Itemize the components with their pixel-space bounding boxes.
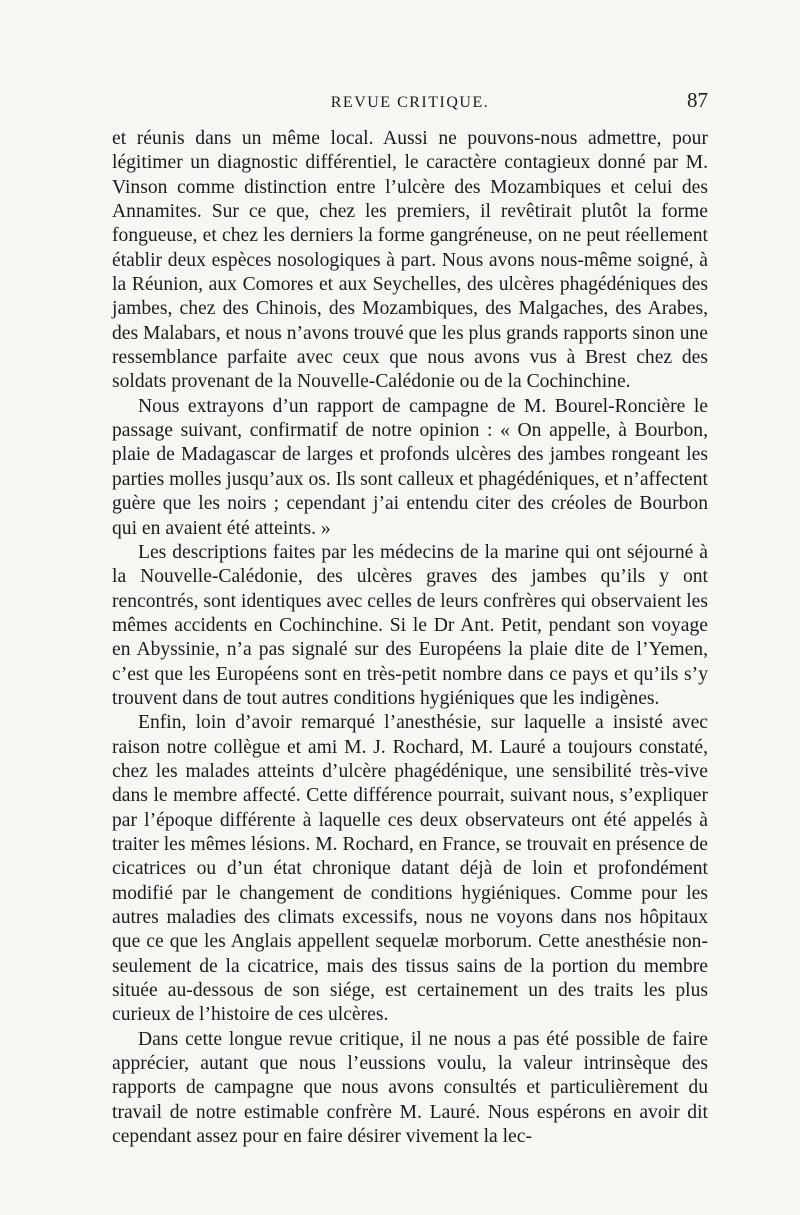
paragraph: Nous extrayons d’un rapport de campagne de M. Bourel-Roncière le passage suivant, confirmatif de notre opinion : « On appelle, à Bourbon, plaie de Madagascar de larges et profonds ulcères des jambes rongeant les parties molles jusqu’aux os. Ils sont calleux et phagédéniques, et n’affectent guère que les noirs ; cependant j’ai entendu citer des créoles de Bourbon qui en avaient été atteints. » bbox=[112, 395, 708, 539]
paragraph: et réunis dans un même local. Aussi ne pouvons-nous admettre, pour légitimer un diagnostic différentiel, le caractère contagieux donné par M. Vinson comme distinction entre l’ulcère des Mozambiques et celui des Annamites. Sur ce que, chez les premiers, il revêtirait plutôt la forme fongueuse, et chez les derniers la forme gangréneuse, on ne peut réellement établir deux espèces nosologiques à part. Nous avons nous-même soigné, à la Réunion, aux Comores et aux Seychelles, des ulcères phagédéniques des jambes, chez des Chinois, des Mozambiques, des Malgaches, des Arabes, des Malabars, et nous n’avons trouvé que les plus grands rapports sinon une ressemblance parfaite avec ceux que nous avons vus à Brest chez des soldats provenant de la Nouvelle-Calédonie ou de la Cochinchine. bbox=[112, 128, 708, 393]
page-body bbox=[112, 127, 708, 1149]
paragraph: Dans cette longue revue critique, il ne nous a pas été possible de faire apprécier, autant que nous l’eussions voulu, la valeur intrinsèque des rapports de campagne que nous avons consultés et particulièrement du travail de notre estimable confrère M. Lauré. Nous espérons en avoir dit cependant assez pour en faire désirer vivement la lec- bbox=[112, 1028, 708, 1148]
page-header bbox=[112, 88, 708, 118]
running-title: REVUE CRITIQUE. bbox=[330, 94, 490, 111]
page-number: 87 bbox=[687, 88, 708, 112]
paragraph: Enfin, loin d’avoir remarqué l’anesthésie, sur laquelle a insisté avec raison notre collègue et ami M. J. Rochard, M. Lauré a toujours constaté, chez les malades atteints d’ulcère phagédénique, une sensibilité très-vive dans le membre affecté. Cette différence pourrait, suivant nous, s’expliquer par l’époque différente à laquelle ces deux observateurs ont été appelés à traiter les mêmes lésions. M. Rochard, en France, se trouvait en présence de cicatrices ou d’un état chronique datant déjà de loin et profondément modifié par le changement de conditions hygiéniques. Comme pour les autres maladies des climats excessifs, nous ne voyons dans nos hôpitaux que ce que les Anglais appellent sequelæ morborum. Cette anesthésie non-seulement de la cicatrice, mais des tissus sains de la portion du membre située au-dessous de son siége, est certainement un des traits les plus curieux de l’histoire de ces ulcères. bbox=[112, 712, 708, 1026]
paragraph: Les descriptions faites par les médecins de la marine qui ont séjourné à la Nouvelle-Calédonie, des ulcères graves des jambes qu’ils y ont rencontrés, sont identiques avec celles de leurs confrères qui observaient les mêmes accidents en Cochinchine. Si le Dr Ant. Petit, pendant son voyage en Abyssinie, n’a pas signalé sur des Européens la plaie dite de l’Yemen, c’est que les Européens sont en très-petit nombre dans ce pays et qu’ils s’y trouvent dans de tout autres conditions hygiéniques que les indigènes. bbox=[112, 541, 708, 709]
